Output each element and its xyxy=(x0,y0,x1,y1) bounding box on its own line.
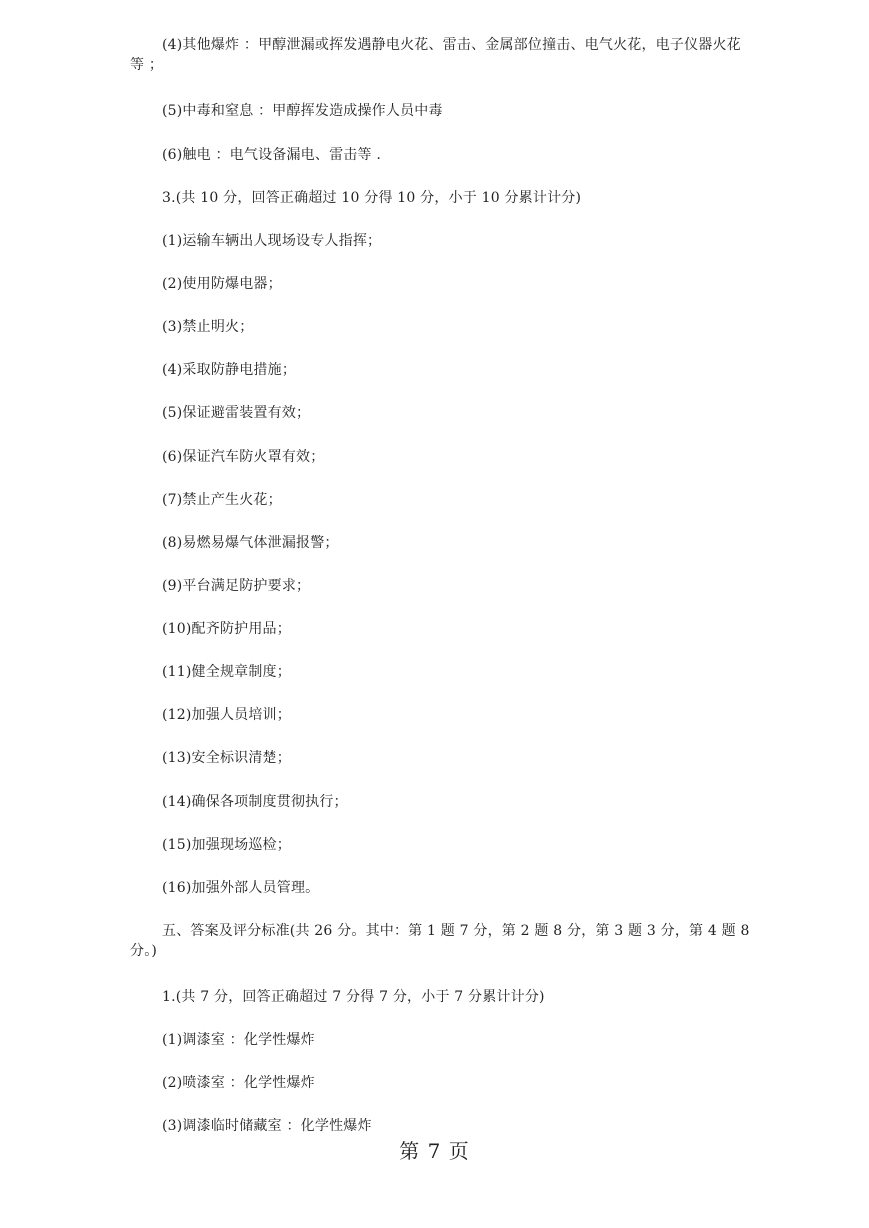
list-item: (10)配齐防护用品； xyxy=(162,621,291,637)
paragraph-poisoning: (5)中毒和窒息 ：甲醇挥发造成操作人员中毒 xyxy=(162,103,443,119)
list-item: (5)保证避雷装置有效； xyxy=(162,405,311,421)
list-item: (13)安全标识清楚； xyxy=(162,750,291,766)
list-item: (8)易燃易爆气体泄漏报警； xyxy=(162,535,339,551)
list-item: (1)调漆室 ：化学性爆炸 xyxy=(162,1032,315,1048)
list-item: (6)保证汽车防火罩有效； xyxy=(162,449,325,465)
list-item: (3)禁止明火； xyxy=(162,319,254,335)
list-item: (3)调漆临时储藏室 ：化学性爆炸 xyxy=(162,1118,372,1134)
page-number-footer: 第 7 页 xyxy=(399,1139,470,1163)
list-item: (11)健全规章制度； xyxy=(162,664,291,680)
list-item: (7)禁止产生火花； xyxy=(162,492,282,508)
list-item: (4)采取防静电措施； xyxy=(162,362,297,378)
section-5-heading: 五、答案及评分标准(共 26 分。其中：第 1 题 7 分，第 2 题 8 分，第 3 题 3 分，第 4 题 8 分。) xyxy=(130,923,750,959)
list-item: (12)加强人员培训； xyxy=(162,707,291,723)
list-item: (9)平台满足防护要求； xyxy=(162,578,311,594)
list-item: (2)喷漆室 ：化学性爆炸 xyxy=(162,1075,315,1091)
question-1-heading: 1.(共 7 分，回答正确超过 7 分得 7 分，小于 7 分累计计分) xyxy=(162,989,545,1005)
list-item: (16)加强外部人员管理。 xyxy=(162,880,320,896)
paragraph-other-explosion: (4)其他爆炸 ：甲醇泄漏或挥发遇静电火花、雷击、金属部位撞击、电气火花，电子仪器火花等 ； xyxy=(130,37,741,73)
list-item: (15)加强现场巡检； xyxy=(162,837,291,853)
paragraph-electric-shock: (6)触电 ：电气设备漏电、雷击等 . xyxy=(162,147,381,163)
list-item: (1)运输车辆出人现场设专人指挥； xyxy=(162,233,382,249)
list-item: (14)确保各项制度贯彻执行； xyxy=(162,794,348,810)
section-3-heading: 3.(共 10 分，回答正确超过 10 分得 10 分，小于 10 分累计计分) xyxy=(162,190,582,206)
list-item: (2)使用防爆电器； xyxy=(162,276,282,292)
